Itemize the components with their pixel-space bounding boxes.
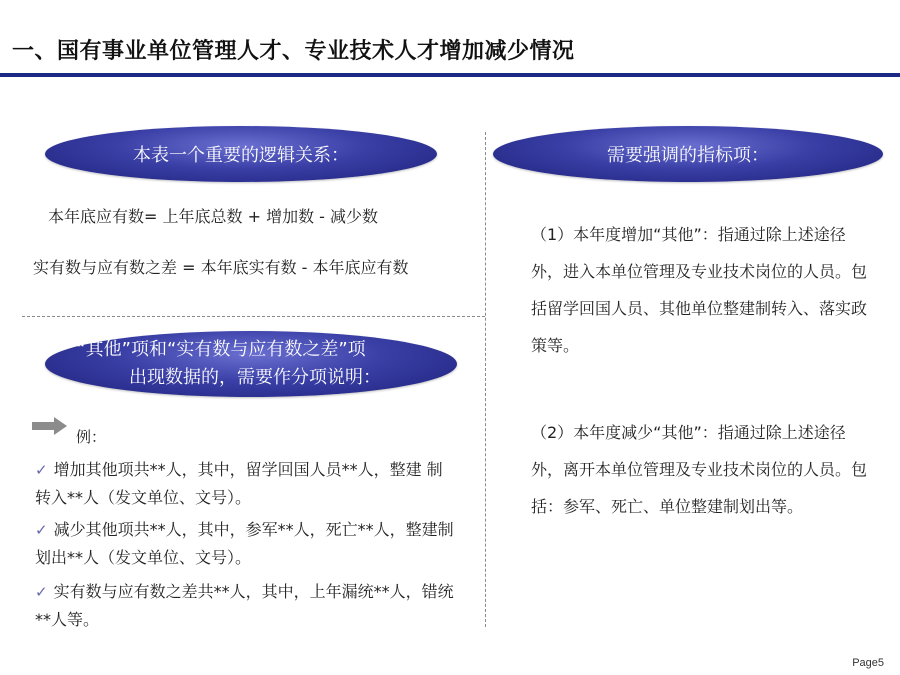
formula-expected-count: 本年底应有数= 上年底总数 + 增加数 - 减少数 <box>48 207 379 226</box>
horizontal-divider <box>22 316 485 317</box>
list-item-text: 实有数与应有数之差共**人，其中，上年漏统**人，错统**人等。 <box>35 582 454 629</box>
arrow-right-icon <box>32 416 68 436</box>
list-item-text: 增加其他项共**人，其中，留学回国人员**人，整建 制转入**人（发文单位、文号）。 <box>35 460 443 507</box>
title-rule <box>0 73 900 77</box>
list-item <box>35 456 455 512</box>
example-label: 例： <box>76 428 107 446</box>
logic-relation-label: 本表一个重要的逻辑关系： <box>133 145 349 166</box>
check-icon: ✓ <box>35 461 48 479</box>
list-item-text: 减少其他项共**人，其中，参军**人，死亡**人，整建制划出**人（发文单位、文号）。 <box>35 520 454 567</box>
vertical-divider <box>485 132 486 627</box>
note-decrease-other: （2）本年度减少“其他”：指通过除上述途径外，离开本单位管理及专业技术岗位的人员。包括：参军、死亡、单位整建制划出等。 <box>531 423 868 516</box>
indicator-label: 需要强调的指标项： <box>607 145 769 166</box>
list-item <box>35 516 455 572</box>
list-item <box>35 578 455 634</box>
other-items-label-line2: 出现数据的，需要作分项说明： <box>129 367 381 388</box>
check-icon: ✓ <box>35 521 48 539</box>
page-title: 一、国有事业单位管理人才、专业技术人才增加减少情况 <box>12 39 575 64</box>
logic-relation-pill <box>45 126 437 182</box>
note-increase-other: （1）本年度增加“其他”：指通过除上述途径外，进入本单位管理及专业技术岗位的人员。包括留学回国人员、其他单位整建制转入、落实政策等。 <box>531 225 868 355</box>
check-icon: ✓ <box>35 583 48 601</box>
indicator-pill <box>493 126 883 182</box>
formula-difference: 实有数与应有数之差 = 本年底实有数 - 本年底应有数 <box>33 258 409 277</box>
other-items-pill <box>45 331 457 397</box>
other-items-label-line1: “其他”项和“实有数与应有数之差”项 <box>76 339 366 360</box>
page-number: Page5 <box>852 657 884 669</box>
